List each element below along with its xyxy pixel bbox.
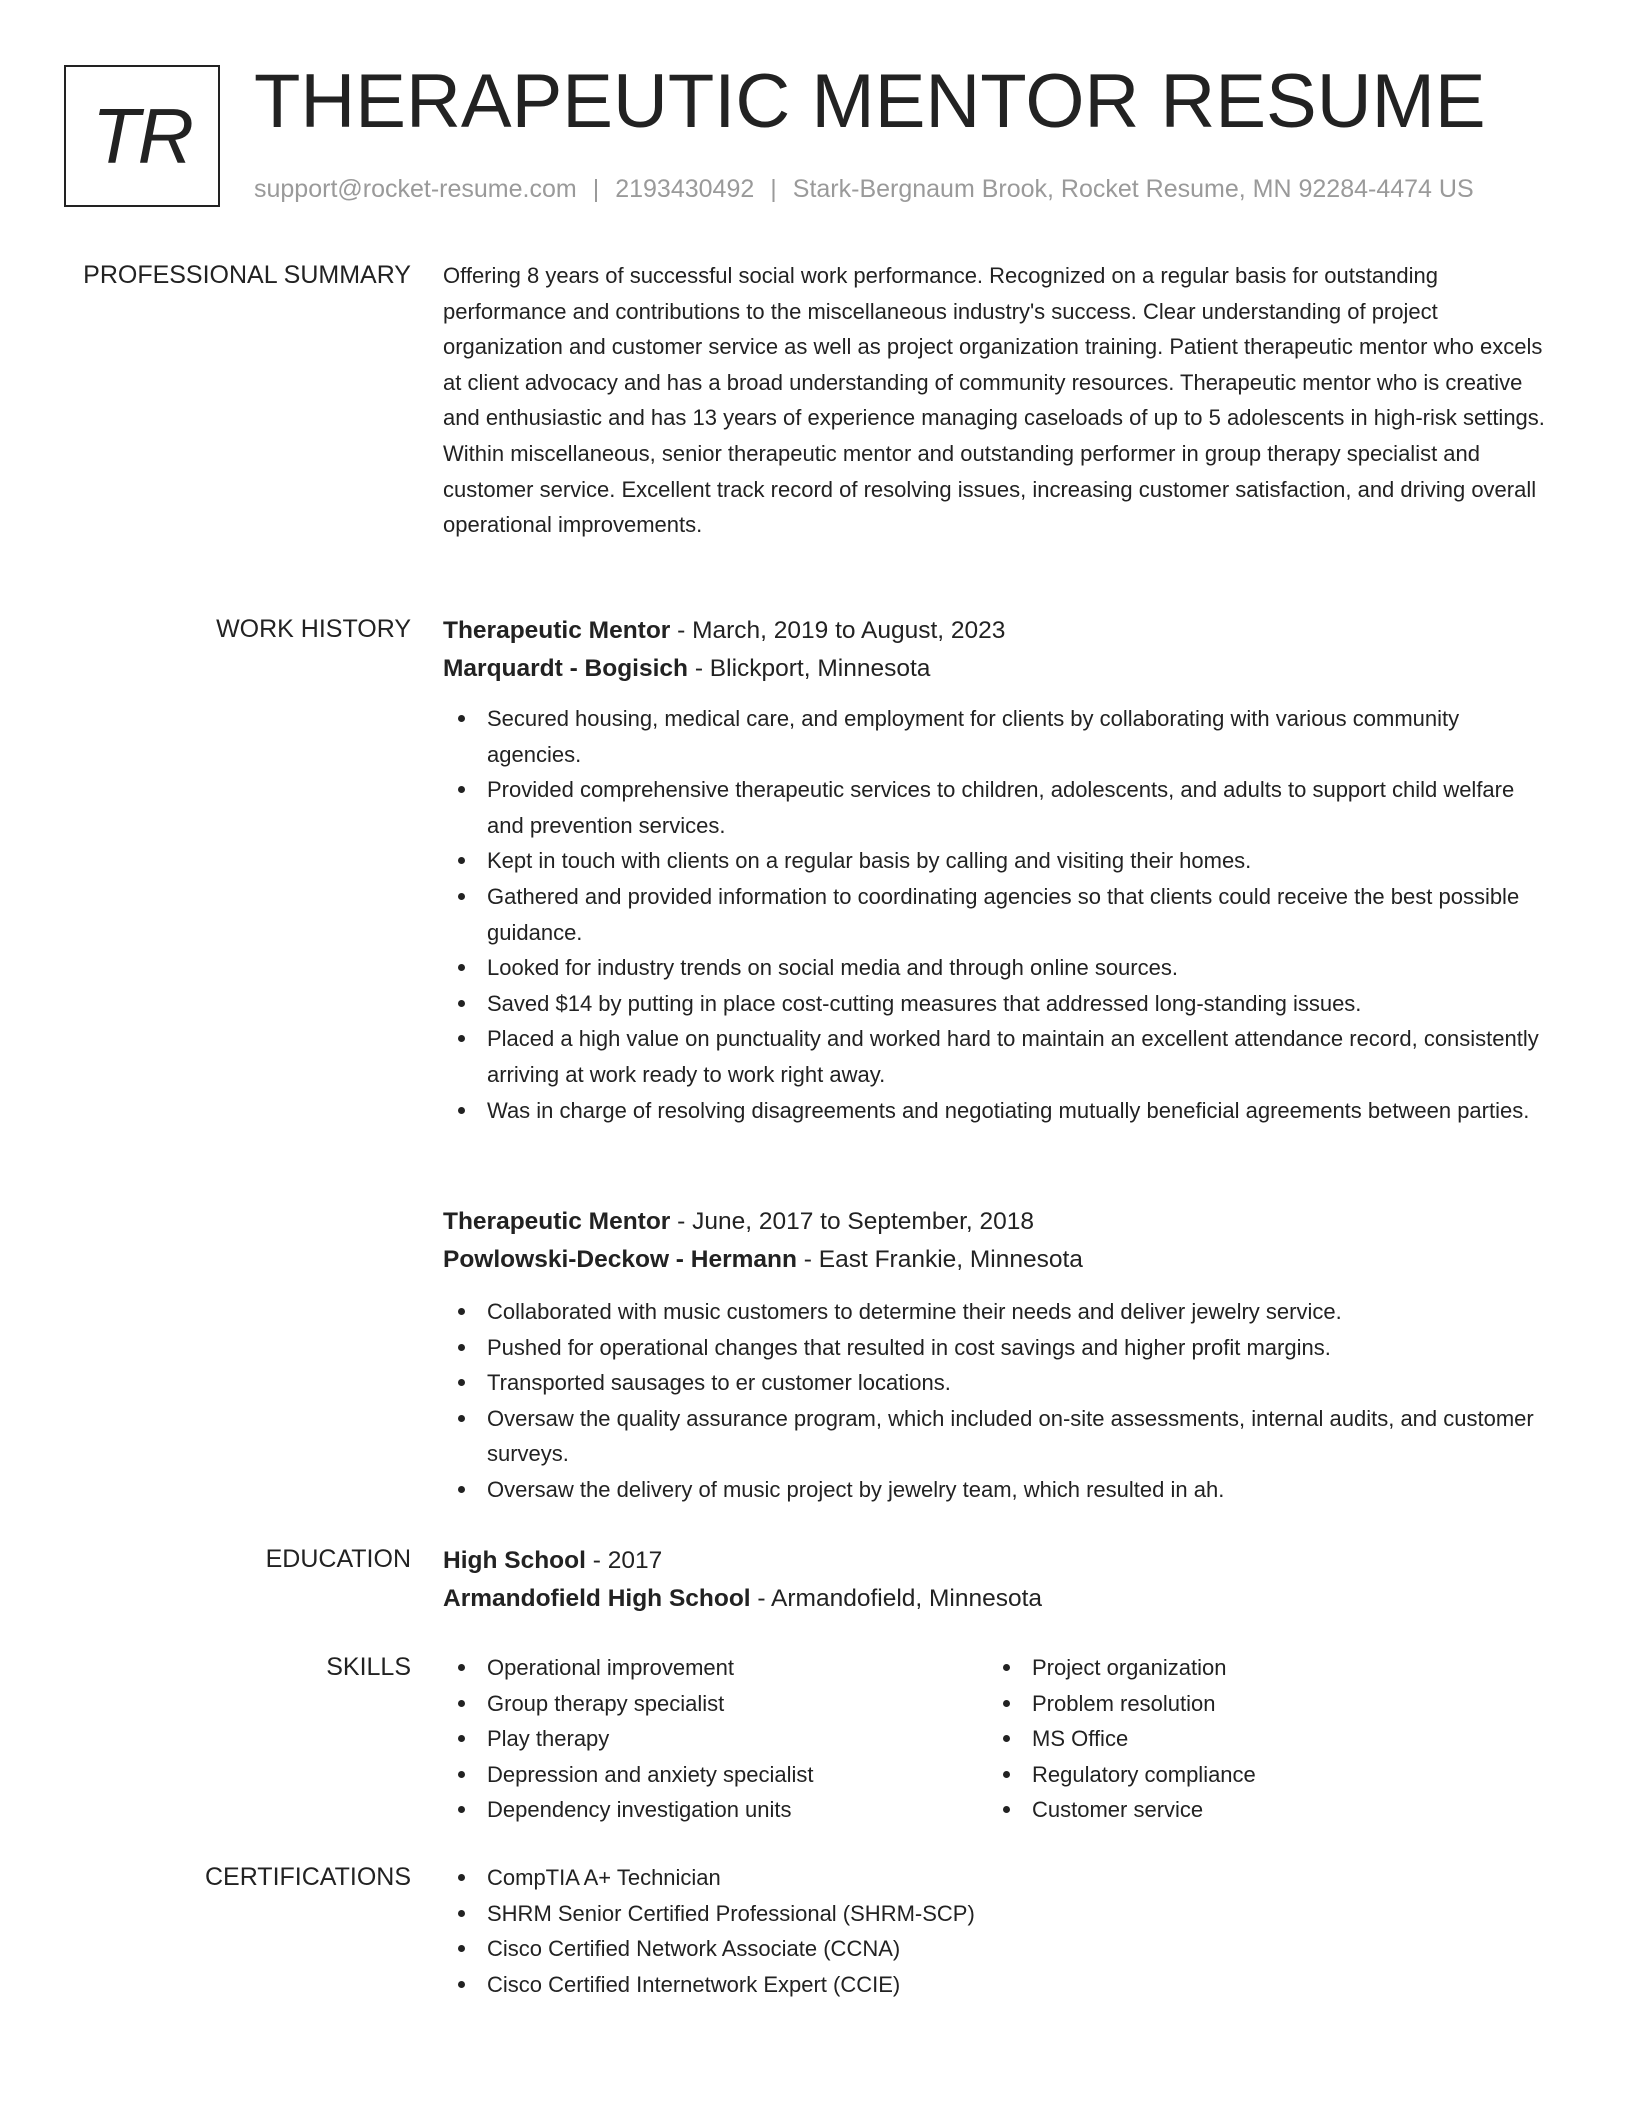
job-title-line xyxy=(443,612,1553,650)
list-item: Transported sausages to er customer locations. xyxy=(443,1365,1553,1401)
certifications-body xyxy=(443,1860,1553,2002)
job-title: Therapeutic Mentor xyxy=(443,617,671,644)
job-entry xyxy=(443,1203,1553,1508)
skills-column-left xyxy=(443,1650,988,1828)
job-company: Marquardt - Bogisich xyxy=(443,655,689,682)
education-year: - 2017 xyxy=(585,1547,663,1574)
section-label-work: WORK HISTORY xyxy=(216,615,411,643)
education-school: Armandofield High School xyxy=(443,1585,751,1612)
work-history-body xyxy=(443,612,1553,1128)
skills-body xyxy=(443,1650,1553,1828)
list-item: Placed a high value on punctuality and worked hard to maintain an excellent attendance record, consistently arriving at work ready to work right away. xyxy=(443,1021,1553,1092)
list-item: Regulatory compliance xyxy=(988,1757,1533,1793)
summary-text: Offering 8 years of successful social work performance. Recognized on a regular basis for outstanding performance and contributions to the miscellaneous industry's success. Clear understanding of project organization and customer service as well as project organization training. Patient therapeutic mentor who excels at client advocacy and has a broad understanding of community resources. Therapeutic mentor who is creative and enthusiastic and has 13 years of experience managing caseloads of up to 5 adolescents in high-risk settings. Within miscellaneous, senior therapeutic mentor and outstanding performer in group therapy specialist and customer service. Excellent track record of resolving issues, increasing customer satisfaction, and driving overall operational improvements. xyxy=(443,263,1545,538)
list-item: Collaborated with music customers to determine their needs and deliver jewelry service. xyxy=(443,1294,1553,1330)
education-body xyxy=(443,1542,1553,1618)
contact-phone[interactable]: 2193430492 xyxy=(615,175,755,203)
job-company-line xyxy=(443,1241,1553,1279)
list-item: Saved $14 by putting in place cost-cutting measures that addressed long-standing issues. xyxy=(443,986,1553,1022)
job-entry xyxy=(443,612,1553,1128)
job-company-line xyxy=(443,650,1553,688)
job-dates: - June, 2017 to September, 2018 xyxy=(670,1208,1035,1235)
work-history-body xyxy=(443,1203,1553,1508)
list-item: Cisco Certified Network Associate (CCNA) xyxy=(443,1931,1553,1967)
job-bullets xyxy=(443,1294,1553,1508)
section-label-education: EDUCATION xyxy=(265,1545,411,1573)
contact-line xyxy=(254,172,1474,206)
section-label-certifications: CERTIFICATIONS xyxy=(204,1863,411,1891)
skills-column-right xyxy=(988,1650,1533,1828)
list-item: Gathered and provided information to coordinating agencies so that clients could receive the best possible guidance. xyxy=(443,879,1553,950)
monogram-logo: TR xyxy=(64,65,220,207)
list-item: Depression and anxiety specialist xyxy=(443,1757,988,1793)
list-item: Kept in touch with clients on a regular basis by calling and visiting their homes. xyxy=(443,843,1553,879)
list-item: Problem resolution xyxy=(988,1686,1533,1722)
skills-grid xyxy=(443,1650,1553,1828)
education-school-line xyxy=(443,1580,1553,1618)
list-item: Play therapy xyxy=(443,1721,988,1757)
list-item: MS Office xyxy=(988,1721,1533,1757)
job-title: Therapeutic Mentor xyxy=(443,1208,671,1235)
contact-separator: | xyxy=(770,175,777,203)
contact-separator: | xyxy=(592,175,600,203)
list-item: CompTIA A+ Technician xyxy=(443,1860,1553,1896)
contact-email[interactable]: support@rocket-resume.com xyxy=(254,175,577,203)
list-item: Project organization xyxy=(988,1650,1533,1686)
summary-body xyxy=(443,258,1553,543)
certifications-list xyxy=(443,1860,1553,2002)
education-location: - Armandofield, Minnesota xyxy=(750,1585,1043,1612)
contact-address: Stark-Bergnaum Brook, Rocket Resume, MN 92284-4474 US xyxy=(792,175,1474,203)
list-item: Customer service xyxy=(988,1792,1533,1828)
job-location: - East Frankie, Minnesota xyxy=(796,1246,1083,1273)
list-item: Dependency investigation units xyxy=(443,1792,988,1828)
job-title-line xyxy=(443,1203,1553,1241)
job-location: - Blickport, Minnesota xyxy=(688,655,931,682)
list-item: Looked for industry trends on social media and through online sources. xyxy=(443,950,1553,986)
list-item: Pushed for operational changes that resulted in cost savings and higher profit margins. xyxy=(443,1330,1553,1366)
list-item: Operational improvement xyxy=(443,1650,988,1686)
list-item: Oversaw the quality assurance program, which included on-site assessments, internal audits, and customer surveys. xyxy=(443,1401,1553,1472)
list-item: SHRM Senior Certified Professional (SHRM-SCP) xyxy=(443,1896,1553,1932)
list-item: Secured housing, medical care, and employment for clients by collaborating with various community agencies. xyxy=(443,701,1553,772)
section-label-summary: PROFESSIONAL SUMMARY xyxy=(83,261,411,289)
education-degree: High School xyxy=(443,1547,586,1574)
list-item: Group therapy specialist xyxy=(443,1686,988,1722)
education-degree-line xyxy=(443,1542,1553,1580)
job-dates: - March, 2019 to August, 2023 xyxy=(670,617,1006,644)
list-item: Was in charge of resolving disagreements and negotiating mutually beneficial agreements between parties. xyxy=(443,1093,1553,1129)
page-title: THERAPEUTIC MENTOR RESUME xyxy=(254,59,1486,144)
list-item: Oversaw the delivery of music project by jewelry team, which resulted in ah. xyxy=(443,1472,1553,1508)
list-item: Provided comprehensive therapeutic services to children, adolescents, and adults to support child welfare and prevention services. xyxy=(443,772,1553,843)
section-label-skills: SKILLS xyxy=(326,1653,411,1681)
list-item: Cisco Certified Internetwork Expert (CCIE) xyxy=(443,1967,1553,2003)
job-company: Powlowski-Deckow - Hermann xyxy=(443,1246,797,1273)
job-bullets xyxy=(443,701,1553,1128)
